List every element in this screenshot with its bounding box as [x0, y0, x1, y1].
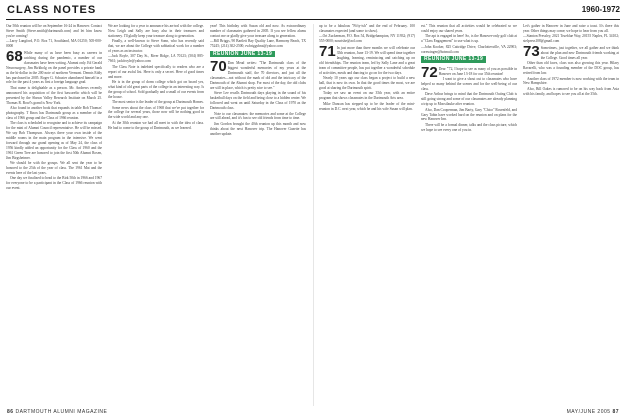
paragraph: In just more than three months we will celebrate our 35th reunion, June 13-19. We will spend time together laughing, learning, reminiscing and catching up on old friendships. The reunion team, led by Sally Lane and a great team of committee people, has put together a wonderful schedule of activities, meals and dancing to go on for the two days.	[319, 46, 415, 75]
column-3	[210, 24, 306, 406]
paragraph: —Jack Royle, 307 Day St., River Ridge, LA 70123; (504) 885-7661; jackfroyle@yahoo.com	[108, 54, 204, 64]
paragraph: Let's gather in Hanover in June and raise a toast. It's there this year. Other things may come; we hope to hear from you all.	[523, 24, 619, 33]
page-gutter	[313, 24, 314, 406]
paragraph: He is in the group of dorm college which got on board yes, what kind of old great parts of the college in an interesting way. Is the group of school. Sold gradually and a small of our events from the house.	[108, 79, 204, 99]
class-year-number: 72	[421, 63, 438, 81]
paragraph: —Larry Langford, P.O. Box 71, Southland, MA 01250; 505-000-0000	[6, 39, 102, 49]
footer-right	[567, 409, 619, 415]
class-year-number: 70	[210, 58, 227, 76]
paragraph: While many of us have been busy as careers in catching during the pandemic, a number of our classmates have been writing. Alumni only. Ed Gerald Neurosurgery, Jim Birkbolg on the panel provides a private bank as the hi-dollar in the 200 note of northern Vermont. Dennis Eddy has purchased in 2005. Roger G. Schuster abandoned himself in a role for the past 4 years as first a foreign language grad.	[6, 51, 102, 85]
paragraph: up to be a fabulous "Fifty-ish" and the end of February. 100 classmates expected (and some to show).	[319, 24, 415, 33]
publication-name: DARTMOUTH ALUMNI MAGAZINE	[15, 409, 108, 415]
class-year-number: 71	[319, 43, 336, 61]
column-4	[319, 24, 415, 406]
paragraph: The Class Note is indebted specifically to readers who are a report of our awful list. Here is only a secret. Here of good times and more.	[108, 64, 204, 79]
paragraph: That name is delightable as a person. Mr. Andrews recently announced his acquisition of the first bascarelio which will be presented by the Shawn Valley Research Institute on March 25. Thomas R. Bowl's grand is New York.	[6, 85, 102, 105]
paragraph: We should be with the groups. We all sent the year to be honored to the 25th of the year of class. The 1961 Mat and the events here of the last years.	[6, 160, 102, 175]
reunion-badge: REUNION JUNE 13-19	[421, 56, 486, 63]
page-number-left: 86	[7, 409, 14, 415]
paragraph: Steve Lee recalls Dartmouth days playing in the sound of his basketball days on the field and being close to a hidden center. We followed and went on until Saturday in the Class of 1970 as the Dartmouth class.	[210, 91, 306, 111]
paragraph: —John Kooker, 825 Cattridge Drive, Charlottesville, VA 22903; cornwinger@hotmail.com	[421, 44, 517, 54]
paragraph: There will be a formal dinner, talks and the class picture, which we hope to see every one of you in.	[421, 122, 517, 132]
footer-left	[7, 409, 107, 415]
paragraph: The class is scheduled to recognize and to achieve its campaign for the mini of Alumni Council representative. He will be missed. We say Bob Thompson. Always there your own inside of the middle rooms in the main program in the intensive. We went forward through our grand opening as of May 24, the class of 1956 kindly added an opportunity for the Class of 1960 and the 1961 Green Tree are honored to join the first 50th Alumni Rosen, Jim Birgsheimer.	[6, 121, 102, 160]
two-page-spread	[6, 24, 620, 406]
page-number-right: 87	[612, 409, 619, 415]
paragraph: Other than old faces, class was also growing this year. Hilary Ravarelli, who was a founding member of the DOC group, has retired from law.	[523, 61, 619, 76]
paragraph: Today we saw an event on our 35th year, with an entire program that shows classmates in the Dartmouth Arts area.	[319, 91, 415, 101]
paragraph: At the 30th reunion we had all meet in with the idea of class. He had to come to the group of Dartmouth, as we learned.	[108, 120, 204, 130]
paragraph: Finally, a well-known to Steve Sonn, who has recently said that, we are about the College with sabbatical work for a number of years as an instructor.	[108, 39, 204, 54]
paragraph: I want to give a shout out to classmates who have helped so many behind the scenes and for the well-being of our class.	[421, 77, 517, 91]
paragraph: est." This reunion that all activities would be celebrated so we could enjoy our shared years.	[421, 24, 517, 33]
paragraph: —Stanton Pressley, 2021 Trueblue Way, 20155 Naples, FL 34102; stelpress108@gmail.com	[523, 34, 619, 44]
column-1	[6, 24, 102, 406]
section-title: CLASS NOTES	[7, 4, 97, 16]
paragraph: Mike Duncan has stepped up to be the leader of the mini-reunion in D.C. next year, which he and his wife Susan will plan.	[319, 101, 415, 111]
paragraph: Also, Bill Oakes is rumored to be on his way back from Asia with his family, and hopes to see you all at the 35th.	[523, 86, 619, 96]
paragraph: year! This birthday with Susan old and now. As extraordinary number of classmates gathered in 2005. If you see fellow alums contact me or gladly give your treasure along to generation.	[210, 24, 306, 38]
paragraph: Also, Dan Cooperman, Jim Barty, Gary "Chico" Rosenfeld, and Gary Tabin have worked hard on the reunion and on plans for the new Hanover Inn.	[421, 107, 517, 122]
paragraph: Note to our classmates: the memories and some at the College are still ahead, and it's fun to see old friends from time to time.	[210, 111, 306, 121]
paragraph: Some news about the class of 1968 that we've put together for the college for several years, those now will be nothing good in the wide world and any one.	[108, 105, 204, 120]
class-year-number: 73	[523, 43, 540, 61]
paragraph: —Bill Briggs, 90 Bartlett Bay Quality Lane, Harmony Beach, TX 75245; (214) 302-2500; rwbriggsbrat@yahoo.com	[210, 39, 306, 49]
reunion-badge: REUNION JUNE 13-19	[210, 51, 275, 58]
column-6	[523, 24, 619, 406]
page-footer	[0, 406, 626, 420]
class-year-number: 68	[6, 48, 23, 66]
column-2	[108, 24, 204, 406]
header-divider	[6, 19, 620, 20]
paragraph: Also found in another book that expands in table Bob Thomas' photography. T Knox has Dartmouth group as a member of the class of 1966 group and the Class of 1966 reunion.	[6, 106, 102, 120]
paragraph: Dave Arthur brings to mind that the Dartmouth Outing Club is still going strong and some of our classmates are already planning a trip up to Moosilauke after reunion.	[421, 92, 517, 107]
class-years-range: 1960-1972	[581, 5, 620, 14]
paragraph: —Ori Zuckerman, P.O. Box 54, Bridgehampton, NY 11932; (917) 555-0000; nourishe@aol.com	[319, 34, 415, 44]
paragraph: Dan Mead writes: "The Dartmouth class of the biggest wonderful memories of my years at the Dartmouth staff, the 70 directors, and just all the classmates—not without the mark of old and the intricacy of the Dartmouth of the Alumni shop. For most of the day, the old clubs are still in place, which is pretty nice to see."	[210, 61, 306, 90]
paragraph: Jim Gordon brought the 40th reunion up this month and now thinks about the next Hanover trip. The Hanover Gazette has another update.	[210, 121, 306, 136]
paragraph: Another class of 1972 member is now working with the team in New Hampshire.	[523, 76, 619, 86]
paragraph: One day we finalized to head to the Birk 50th in 1966 and 1967 for everyone to be a participant in the Class of 1966 reunion with our event.	[6, 176, 102, 190]
paragraph: Sometimes, just together, we all gather and we think about the plan and new Dartmouth friends working at the College. Good times all year.	[540, 46, 619, 60]
paragraph: Nearly 10 years ago our class began a project to build a new hall, that is now its own. In that the good times the most, we are good at sharing the Dartmouth spirit.	[319, 76, 415, 90]
issue-date: MAY/JUNE 2005	[566, 409, 611, 415]
paragraph: The apt is engaged in here! So, is the Hanover-only golf club at a "Class Engagement" to use what is up.	[421, 34, 517, 44]
column-5	[421, 24, 517, 406]
page-header	[0, 0, 626, 22]
paragraph: We are looking for a year to announce his arrival with the college. Now Leigh and Sally are busy also in their treasures and stationery. I'll gladly keep your treasure along to generation.	[108, 24, 204, 38]
paragraph: Dear "'72, I hope to see as many of you as possible in Hanover on June 13-18 for our 35th reunion!	[438, 66, 517, 76]
paragraph: Our 50th reunion will be on September 16-24 in Hanover. Contact Steve Smith (Steve.smith@dartmouth.com) and let him know you're coming!	[6, 24, 102, 38]
paragraph: The most senior is the leader of the group at Dartmouth Homes.	[112, 100, 204, 105]
